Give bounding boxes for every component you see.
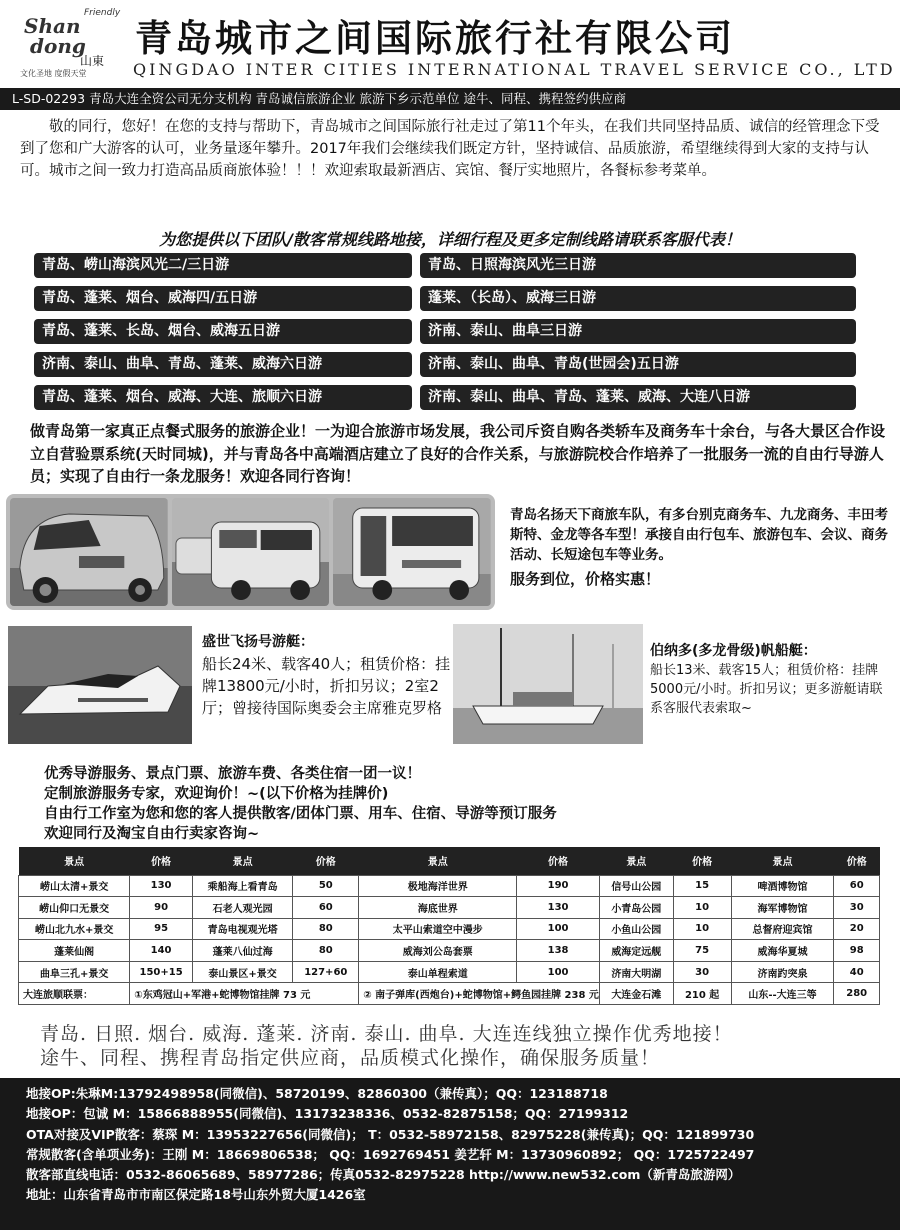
route-item: 青岛、蓬莱、烟台、威海四/五日游 bbox=[34, 286, 412, 311]
cell: 山东--大连三等 bbox=[731, 983, 834, 1005]
th-price: 价格 bbox=[834, 847, 880, 875]
cell: 50 bbox=[293, 875, 359, 897]
th-price: 价格 bbox=[517, 847, 600, 875]
price-table bbox=[18, 847, 880, 1005]
cell: 蓬莱八仙过海 bbox=[192, 940, 292, 962]
cell: 乘船海上看青岛 bbox=[192, 875, 292, 897]
cell: 崂山仰口无景交 bbox=[19, 897, 130, 919]
company-title-en: QINGDAO INTER CITIES INTERNATIONAL TRAVEL SERVICE CO., LTD bbox=[133, 60, 896, 79]
cell: 30 bbox=[834, 897, 880, 919]
service-line: 自由行工作室为您和您的客人提供散客/团体门票、用车、住宿、导游等预订服务 bbox=[44, 806, 557, 822]
cell: 太平山索道空中漫步 bbox=[359, 918, 517, 940]
cell: 95 bbox=[130, 918, 193, 940]
cell: 总督府迎宾馆 bbox=[731, 918, 834, 940]
intro-paragraph: 敬的同行，您好！在您的支持与帮助下，青岛城市之间国际旅行社走过了第11个年头，在我们共同坚持品质、诚信的经管理念下受到了您和广大游客的认可，业务量逐年攀升。2017年我们会继续我们既定方针，坚持诚信、品质旅游，希望继续得到大家的支持与认可。城市之间一致力打造高品质商旅体验！！！欢迎索取最新酒店、宾馆、餐厅实地照片，各餐标参考菜单。 bbox=[20, 119, 880, 179]
cell: 280 bbox=[834, 983, 880, 1005]
cell: 138 bbox=[517, 940, 600, 962]
cell: 127+60 bbox=[293, 961, 359, 983]
cell: 98 bbox=[834, 940, 880, 962]
cell: 150+15 bbox=[130, 961, 193, 983]
cell: 济南趵突泉 bbox=[731, 961, 834, 983]
th-price: 价格 bbox=[293, 847, 359, 875]
promo-paragraph: 做青岛第一家真正点餐式服务的旅游企业！一为迎合旅游市场发展，我公司斥资自购各类轿车及商务车十余台，与各大景区合作设立自营验票系统(天时同城)，并与青岛各中高端酒店建立了良好的合作关系，与旅游院校合作培养了一批服务一流的自由行导游人员；实现了自由行一条龙服务！欢迎各同行咨询！ bbox=[30, 422, 886, 485]
th-site: 景点 bbox=[19, 847, 130, 875]
car-fleet-desc: 青岛名扬天下商旅车队，有多台别克商务车、九龙商务、丰田考斯特、金龙等各车型！承接自由行包车、旅游包车、会议、商务活动、长短途包车等业务。 bbox=[510, 507, 888, 563]
car-fleet-text bbox=[510, 505, 890, 589]
cell: 泰山景区+景交 bbox=[192, 961, 292, 983]
th-site: 景点 bbox=[192, 847, 292, 875]
route-item: 青岛、日照海滨风光三日游 bbox=[420, 253, 856, 278]
cell: 小鱼山公园 bbox=[599, 918, 673, 940]
th-price: 价格 bbox=[130, 847, 193, 875]
logo-friendly: Friendly bbox=[84, 8, 121, 18]
yacht-2-desc: 船长13米、载客15人；租赁价格：挂牌5000元/小时。折扣另议；更多游艇请联系客服代表索取~ bbox=[650, 663, 883, 716]
slogan-line: 途牛、同程、携程青岛指定供应商，品质模式化操作，确保服务质量！ bbox=[40, 1047, 661, 1069]
car-photo-vans bbox=[172, 498, 330, 606]
contact-line: 散客部直线电话：0532-86065689、58977286；传真0532-82975228 http://www.new532.com（新青岛旅游网） bbox=[26, 1167, 741, 1183]
yacht-1-text bbox=[202, 631, 452, 719]
routes-grid bbox=[0, 253, 900, 410]
contact-line: 常规散客(含单项业务)：王刚 M：18669806538； QQ：1692769451 姜艺轩 M：13730960892； QQ：1725722497 bbox=[26, 1146, 755, 1162]
route-item: 济南、泰山、曲阜三日游 bbox=[420, 319, 856, 344]
route-item: 济南、泰山、曲阜、青岛、蓬莱、威海六日游 bbox=[34, 352, 412, 377]
logo-text-2: dong bbox=[30, 34, 86, 58]
cell: 威海刘公岛套票 bbox=[359, 940, 517, 962]
contact-line: 地址：山东省青岛市市南区保定路18号山东外贸大厦1426室 bbox=[26, 1187, 366, 1203]
cell: 140 bbox=[130, 940, 193, 962]
cell: 信号山公园 bbox=[599, 875, 673, 897]
route-item: 济南、泰山、曲阜、青岛(世园会)五日游 bbox=[420, 352, 856, 377]
cell: 75 bbox=[673, 940, 731, 962]
routes-heading: 为您提供以下团队/散客常规线路地接，详细行程及更多定制线路请联系客服代表！ bbox=[159, 230, 741, 249]
logo-text-1: Shan bbox=[24, 14, 81, 38]
cell: 威海定远舰 bbox=[599, 940, 673, 962]
cell: 威海华夏城 bbox=[731, 940, 834, 962]
th-site: 景点 bbox=[731, 847, 834, 875]
yacht-2-text bbox=[650, 642, 895, 718]
th-price: 价格 bbox=[673, 847, 731, 875]
cell: 130 bbox=[517, 897, 600, 919]
cell: 极地海洋世界 bbox=[359, 875, 517, 897]
table-row bbox=[19, 983, 880, 1005]
route-item: 济南、泰山、曲阜、青岛、蓬莱、威海、大连八日游 bbox=[420, 385, 856, 410]
cell: 80 bbox=[293, 940, 359, 962]
cell: 80 bbox=[293, 918, 359, 940]
cell: 10 bbox=[673, 897, 731, 919]
cell: 100 bbox=[517, 961, 600, 983]
cities-slogan bbox=[40, 1022, 733, 1070]
cell: 青岛电视观光塔 bbox=[192, 918, 292, 940]
contact-line: 地接OP:朱琳M:13792498958(同微信)、58720199、82860300（兼传真）；QQ：123188718 bbox=[26, 1086, 608, 1101]
table-row bbox=[19, 918, 880, 940]
company-title: 青岛城市之间国际旅行社有限公司 bbox=[135, 17, 735, 60]
route-item: 青岛、崂山海滨风光二/三日游 bbox=[34, 253, 412, 278]
shandong-logo bbox=[10, 6, 122, 82]
cell: 大连金石滩 bbox=[599, 983, 673, 1005]
cell: 海底世界 bbox=[359, 897, 517, 919]
cell: 海军博物馆 bbox=[731, 897, 834, 919]
cell: 60 bbox=[293, 897, 359, 919]
cell: 10 bbox=[673, 918, 731, 940]
contact-line: 地接OP：包诚 M：15866888955(同微信)、13173238336、0532-82875158；QQ：27199312 bbox=[26, 1106, 629, 1122]
car-photo-coaster bbox=[333, 498, 491, 606]
route-item: 青岛、蓬莱、长岛、烟台、威海五日游 bbox=[34, 319, 412, 344]
services-list bbox=[44, 764, 557, 844]
cell: 90 bbox=[130, 897, 193, 919]
cell: 130 bbox=[130, 875, 193, 897]
cell: ①东鸡冠山+军港+蛇博物馆挂牌 73 元 bbox=[130, 983, 359, 1005]
route-item: 蓬莱、（长岛）、威海三日游 bbox=[420, 286, 856, 311]
cell: 崂山北九水+景交 bbox=[19, 918, 130, 940]
yacht-1-name: 盛世飞扬号游艇： bbox=[202, 634, 314, 650]
cell: 15 bbox=[673, 875, 731, 897]
cell: 210 起 bbox=[673, 983, 731, 1005]
license-bar: L-SD-02293 青岛大连全资公司无分支机构 青岛诚信旅游企业 旅游下乡示范单位 途牛、同程、携程签约供应商 bbox=[0, 88, 900, 110]
yacht-1-desc: 船长24米、载客40人；租赁价格：挂牌13800元/小时，折扣另议；2室2厅；曾接待国际奥委会主席雅克罗格 bbox=[202, 655, 451, 717]
route-item: 青岛、蓬莱、烟台、威海、大连、旅顺六日游 bbox=[34, 385, 412, 410]
yacht-2-name: 伯纳多(多龙骨级)帆船艇： bbox=[650, 643, 817, 659]
contact-footer bbox=[0, 1078, 900, 1230]
cell: 190 bbox=[517, 875, 600, 897]
cell: 泰山单程索道 bbox=[359, 961, 517, 983]
slogan-line: 青岛. 日照. 烟台. 威海. 蓬莱. 济南. 泰山. 曲阜. 大连连线独立操作优秀地接！ bbox=[40, 1023, 733, 1045]
logo-cn: 山東 bbox=[80, 54, 105, 68]
th-site: 景点 bbox=[359, 847, 517, 875]
service-line: 优秀导游服务、景点门票、旅游车费、各类住宿一团一议！ bbox=[44, 766, 421, 782]
logo-tagline: 文化圣地 度假天堂 bbox=[20, 69, 87, 78]
yacht-photo-2 bbox=[453, 624, 643, 744]
table-row bbox=[19, 940, 880, 962]
cell: 石老人观光园 bbox=[192, 897, 292, 919]
cell: 20 bbox=[834, 918, 880, 940]
yacht-photo-1 bbox=[8, 626, 192, 744]
cell: 100 bbox=[517, 918, 600, 940]
service-line: 定制旅游服务专家，欢迎询价！~(以下价格为挂牌价) bbox=[44, 786, 389, 802]
cell: 崂山太清+景交 bbox=[19, 875, 130, 897]
cell: 大连旅顺联票： bbox=[19, 983, 130, 1005]
cell: 60 bbox=[834, 875, 880, 897]
price-table-header bbox=[19, 847, 880, 875]
car-fleet-slogan: 服务到位，价格实惠！ bbox=[510, 570, 661, 588]
th-site: 景点 bbox=[599, 847, 673, 875]
car-photos bbox=[6, 494, 495, 610]
cell: ② 南子弹库(西炮台)+蛇博物馆+鳄鱼园挂牌 238 元 bbox=[359, 983, 600, 1005]
cell: 小青岛公园 bbox=[599, 897, 673, 919]
contact-line: OTA对接及VIP散客：蔡琛 M：13953227656(同微信)； T：0532-58972158、82975228(兼传真)；QQ：121899730 bbox=[26, 1126, 755, 1142]
cell: 40 bbox=[834, 961, 880, 983]
table-row bbox=[19, 897, 880, 919]
cell: 蓬莱仙阁 bbox=[19, 940, 130, 962]
cell: 济南大明湖 bbox=[599, 961, 673, 983]
car-photo-buick bbox=[10, 498, 168, 606]
cell: 啤酒博物馆 bbox=[731, 875, 834, 897]
cell: 曲阜三孔+景交 bbox=[19, 961, 130, 983]
cell: 30 bbox=[673, 961, 731, 983]
header bbox=[0, 0, 900, 88]
service-line: 欢迎同行及淘宝自由行卖家咨询~ bbox=[44, 826, 260, 842]
table-row bbox=[19, 875, 880, 897]
table-row bbox=[19, 961, 880, 983]
